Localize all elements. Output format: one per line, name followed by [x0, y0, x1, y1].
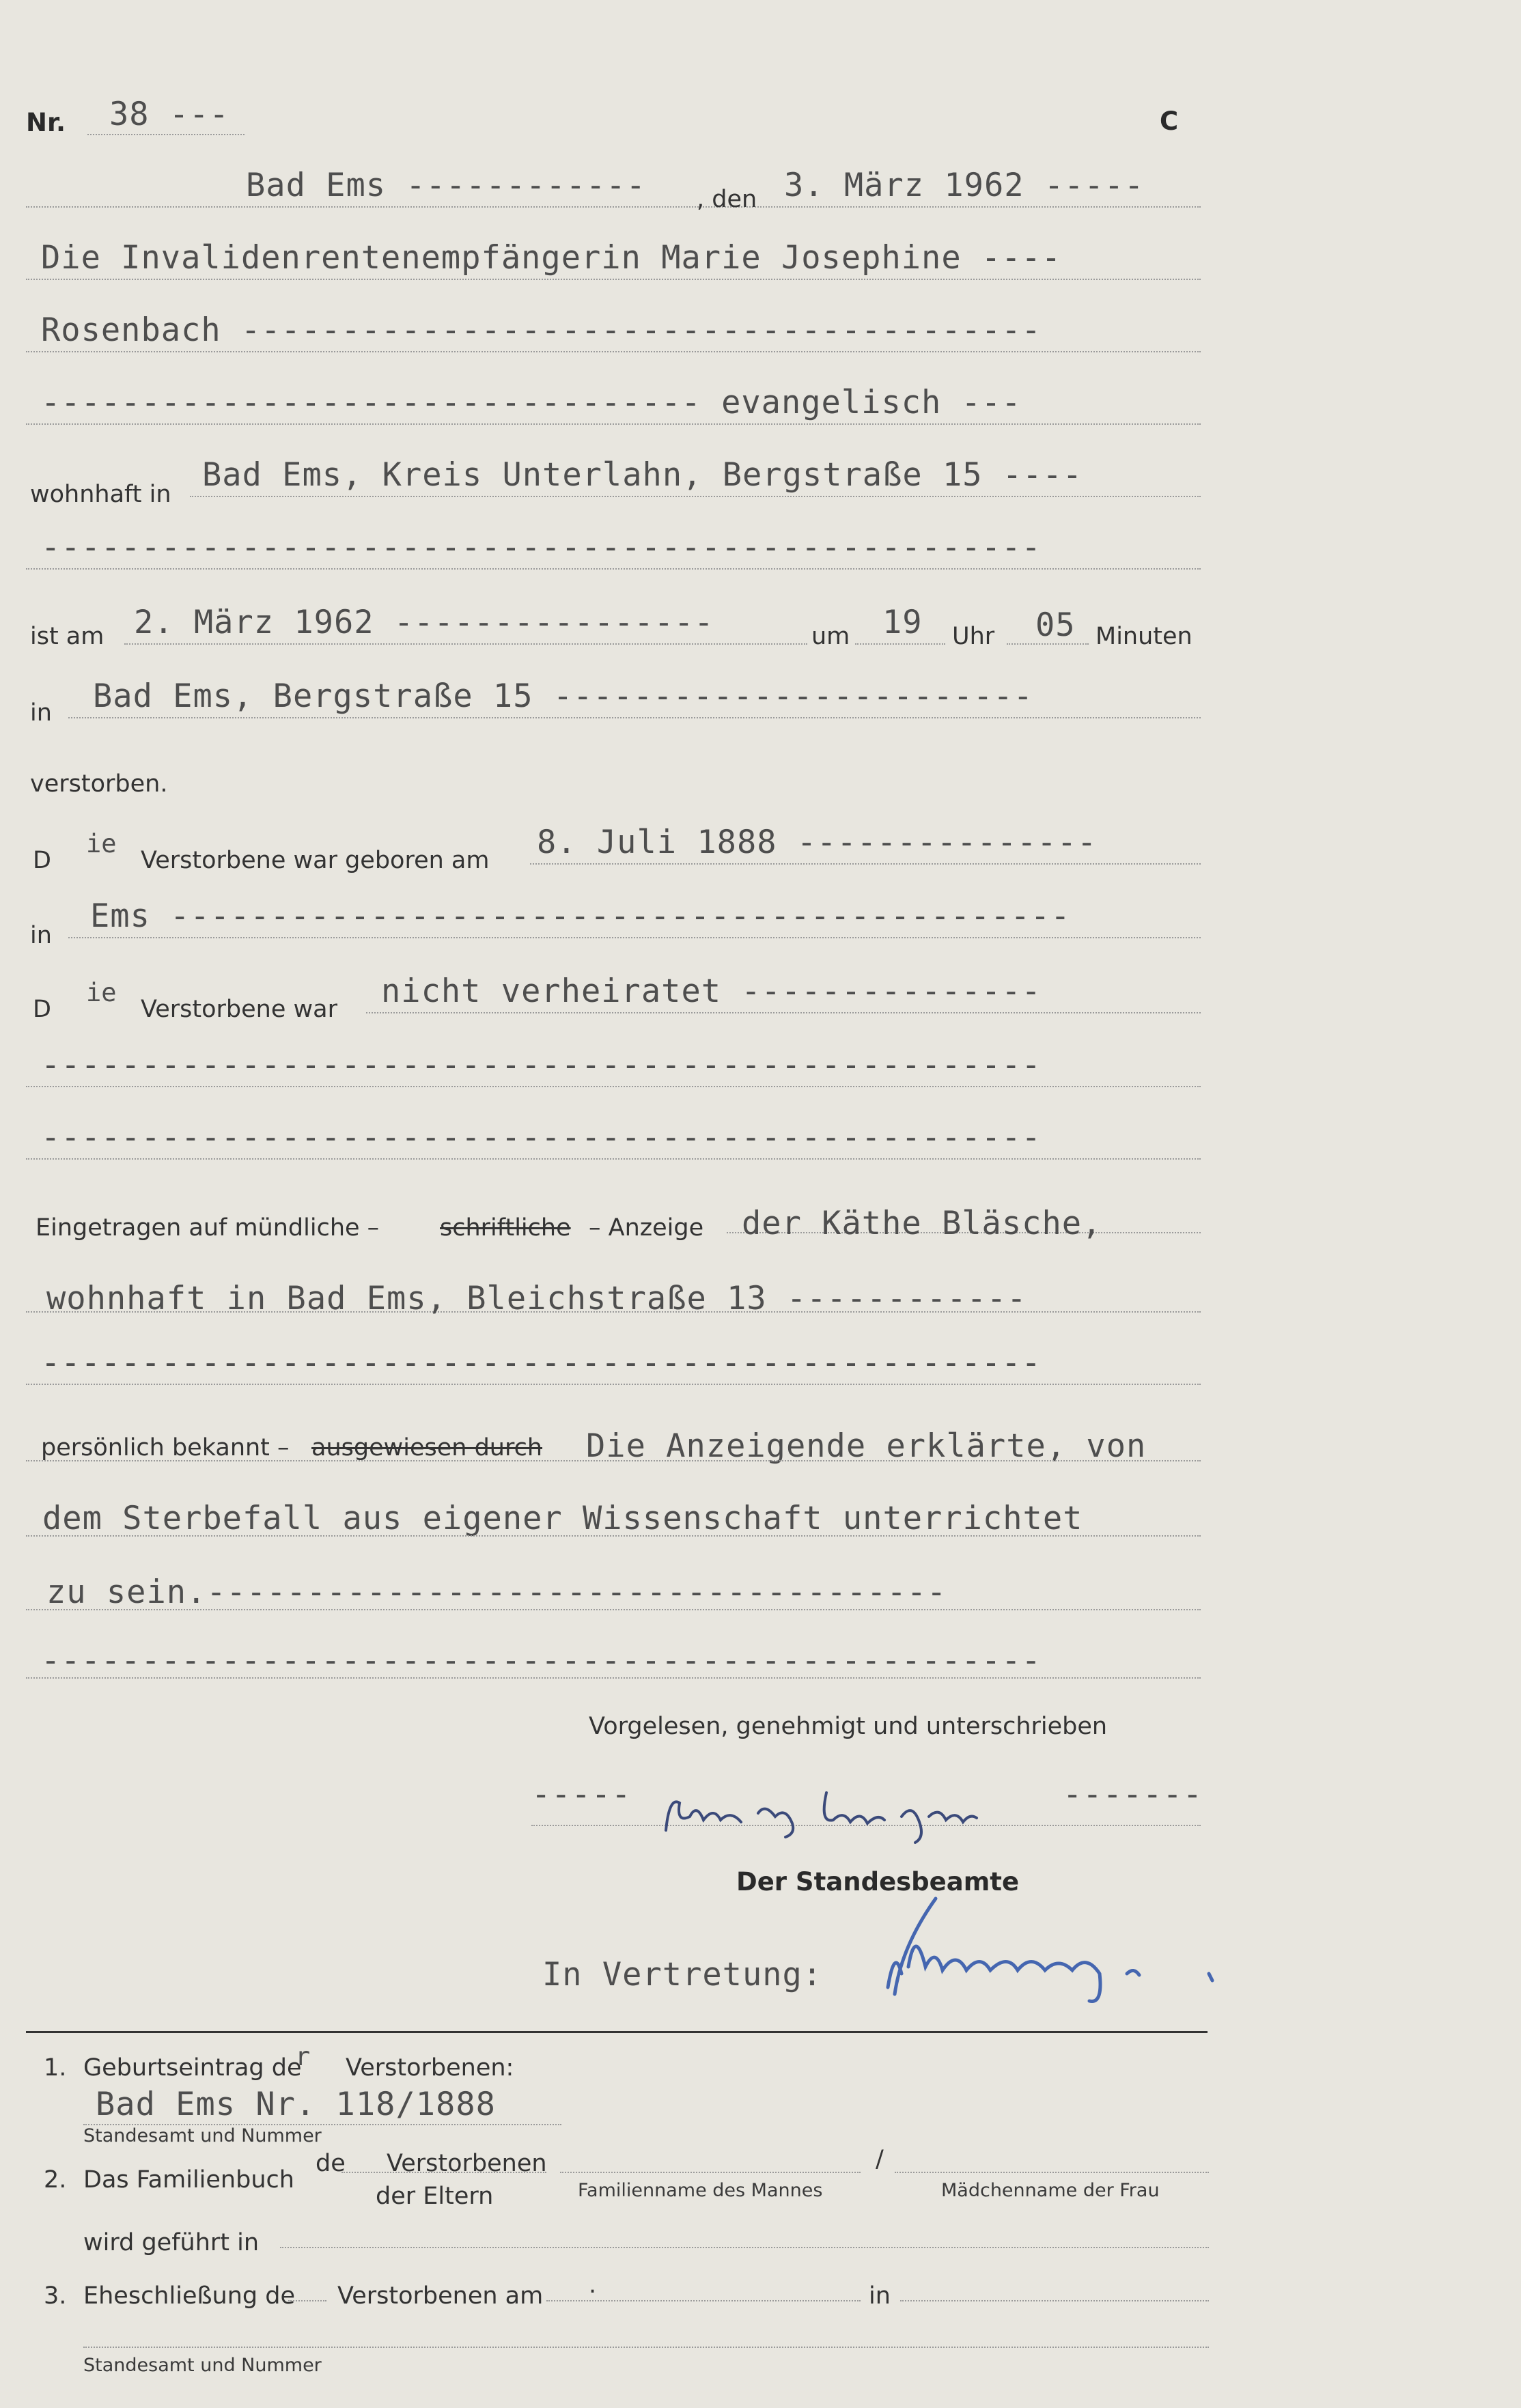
marital-value: nicht verheiratet --------------- — [381, 972, 1042, 1010]
footer-item2-de: de — [316, 2150, 346, 2177]
birth-date: 8. Juli 1888 --------------- — [537, 824, 1098, 861]
marital-label: Verstorbene war — [141, 996, 337, 1023]
footer-item3-label-b: Verstorbenen am — [337, 2282, 544, 2310]
line4-dotline — [26, 423, 1201, 425]
marital-cont2-dotline — [26, 1158, 1201, 1160]
footer-item2-wird: wird geführt in — [83, 2229, 260, 2256]
report-line3: -------------------------------------------------- — [41, 1344, 1042, 1382]
identity-line2-dotline — [26, 1535, 1201, 1537]
hour-dotline — [855, 643, 945, 645]
ist-am-label: ist am — [30, 623, 104, 650]
death-minute: 05 — [1035, 606, 1076, 644]
identity-line3-dotline — [26, 1609, 1201, 1610]
death-place-dotline — [68, 717, 1201, 718]
footer-item3-in-dotline — [900, 2300, 1209, 2301]
registry-date: 3. März 1962 ----- — [784, 167, 1145, 204]
footer-item3-dot: . — [589, 2271, 597, 2299]
reporter-name: der Käthe Bläsche, — [742, 1205, 1102, 1242]
identity-value: Die Anzeigende erklärte, von — [586, 1427, 1147, 1465]
footer-item1-caption: Standesamt und Nummer — [83, 2125, 322, 2146]
footer-item2-slash: / — [876, 2146, 884, 2173]
signature-dash-right: ------- — [1063, 1776, 1203, 1813]
footer-item1-label-b: Verstorbenen: — [346, 2054, 514, 2082]
report-label-struck: schriftliche — [440, 1214, 571, 1242]
footer-item2-cap-frau: Mädchenname der Frau — [941, 2180, 1160, 2201]
birth-place: Ems --------------------------------------------- — [90, 897, 1071, 935]
footer-item2-num: 2. — [44, 2166, 67, 2194]
footer-item2-mann-dotline — [560, 2172, 861, 2173]
death-in-label: in — [30, 699, 52, 727]
marital-d-suffix: ie — [86, 978, 117, 1007]
uhr-label: Uhr — [952, 623, 995, 650]
death-date-dotline — [124, 643, 807, 645]
footer-item3-date-dotline — [546, 2300, 861, 2301]
identity-struck: ausgewiesen durch — [311, 1434, 543, 1461]
report-label-b: – Anzeige — [589, 1214, 704, 1242]
reporter-signature — [656, 1782, 1038, 1844]
line3-dotline — [26, 351, 1201, 352]
footer-item1-super: r — [295, 2042, 311, 2071]
den-label: , den — [697, 186, 757, 213]
death-hour: 19 — [882, 604, 923, 641]
read-approved-label: Vorgelesen, genehmigt und unterschrieben — [589, 1713, 1108, 1740]
footer-item3-de-dotline — [288, 2300, 326, 2301]
residence-cont: -------------------------------------------------- — [41, 529, 1042, 566]
death-place: Bad Ems, Bergstraße 15 ------------------------ — [93, 677, 1033, 715]
nr-value: 38 --- — [109, 96, 229, 133]
footer-item2-eltern: der Eltern — [376, 2183, 494, 2210]
birth-d-label: D — [33, 847, 51, 874]
minuten-label: Minuten — [1096, 623, 1192, 650]
birth-date-dotline — [530, 863, 1201, 865]
identity-label: persönlich bekannt – — [41, 1434, 290, 1461]
line2-dotline — [26, 279, 1201, 280]
footer-item3-num: 3. — [44, 2282, 67, 2310]
marital-dotline — [366, 1012, 1201, 1013]
footer-item1-label: Geburtseintrag de — [83, 2054, 302, 2082]
footer-item2-verst: Verstorbenen — [387, 2150, 547, 2177]
report-label-a: Eingetragen auf mündliche – — [36, 1214, 380, 1242]
marital-d-label: D — [33, 996, 51, 1023]
identity-line2: dem Sterbefall aus eigener Wissenschaft unterrichtet — [42, 1500, 1083, 1537]
corner-letter: C — [1160, 107, 1179, 136]
registrar-signature — [854, 1885, 1236, 2008]
footer-item2-label: Das Familienbuch — [83, 2166, 294, 2194]
footer-item3-caption: Standesamt und Nummer — [83, 2355, 322, 2376]
birth-in-label: in — [30, 922, 52, 949]
nr-dotline — [87, 134, 245, 135]
marital-cont1: -------------------------------------------------- — [41, 1046, 1042, 1084]
identity-line4: -------------------------------------------------- — [41, 1642, 1042, 1679]
footer-item2-cap-mann: Familienname des Mannes — [578, 2180, 823, 2201]
deceased-title-name: Die Invalidenrentenempfängerin Marie Josephine ---- — [41, 239, 1062, 277]
footer-item1-num: 1. — [44, 2054, 67, 2082]
marital-cont2: -------------------------------------------------- — [41, 1119, 1042, 1156]
deceased-religion: --------------------------------- evangelisch --- — [41, 384, 1022, 421]
report-line3-dotline — [26, 1384, 1201, 1385]
marital-cont1-dotline — [26, 1086, 1201, 1087]
footer-item3-in: in — [869, 2282, 891, 2310]
um-label: um — [811, 623, 850, 650]
residence-label: wohnhaft in — [30, 481, 171, 508]
birth-place-dotline — [68, 937, 1201, 938]
footer-item2-frau-dotline — [895, 2172, 1209, 2173]
footer-item3-entry-dotline — [83, 2347, 1209, 2348]
signature-dash-left: ----- — [531, 1776, 632, 1813]
identity-line3: zu sein.------------------------------------- — [46, 1573, 947, 1611]
death-date: 2. März 1962 ---------------- — [134, 604, 714, 641]
identity-dotline — [26, 1460, 1201, 1461]
birth-d-suffix: ie — [86, 829, 117, 858]
footer-rule — [26, 2031, 1208, 2033]
deputy-label: In Vertretung: — [542, 1956, 823, 1993]
footer-item3-label: Eheschließung de — [83, 2282, 295, 2310]
identity-line4-dotline — [26, 1677, 1201, 1679]
residence-cont-dotline — [26, 568, 1201, 570]
nr-label: Nr. — [26, 108, 66, 137]
official-label: Der Standesbeamte — [736, 1867, 1020, 1896]
residence-value: Bad Ems, Kreis Unterlahn, Bergstraße 15 ---- — [202, 456, 1083, 494]
footer-item2-wird-dotline — [280, 2247, 1209, 2248]
line1-dotline — [26, 206, 1201, 208]
verstorben-label: verstorben. — [30, 770, 168, 798]
birth-label: Verstorbene war geboren am — [141, 847, 490, 874]
residence-dotline — [190, 496, 1201, 497]
deceased-surname: Rosenbach ---------------------------------------- — [41, 311, 1042, 349]
registry-place: Bad Ems ------------ — [246, 167, 646, 204]
reporter-address: wohnhaft in Bad Ems, Bleichstraße 13 ------------ — [46, 1280, 1027, 1317]
footer-birth-entry: Bad Ems Nr. 118/1888 — [96, 2086, 496, 2123]
